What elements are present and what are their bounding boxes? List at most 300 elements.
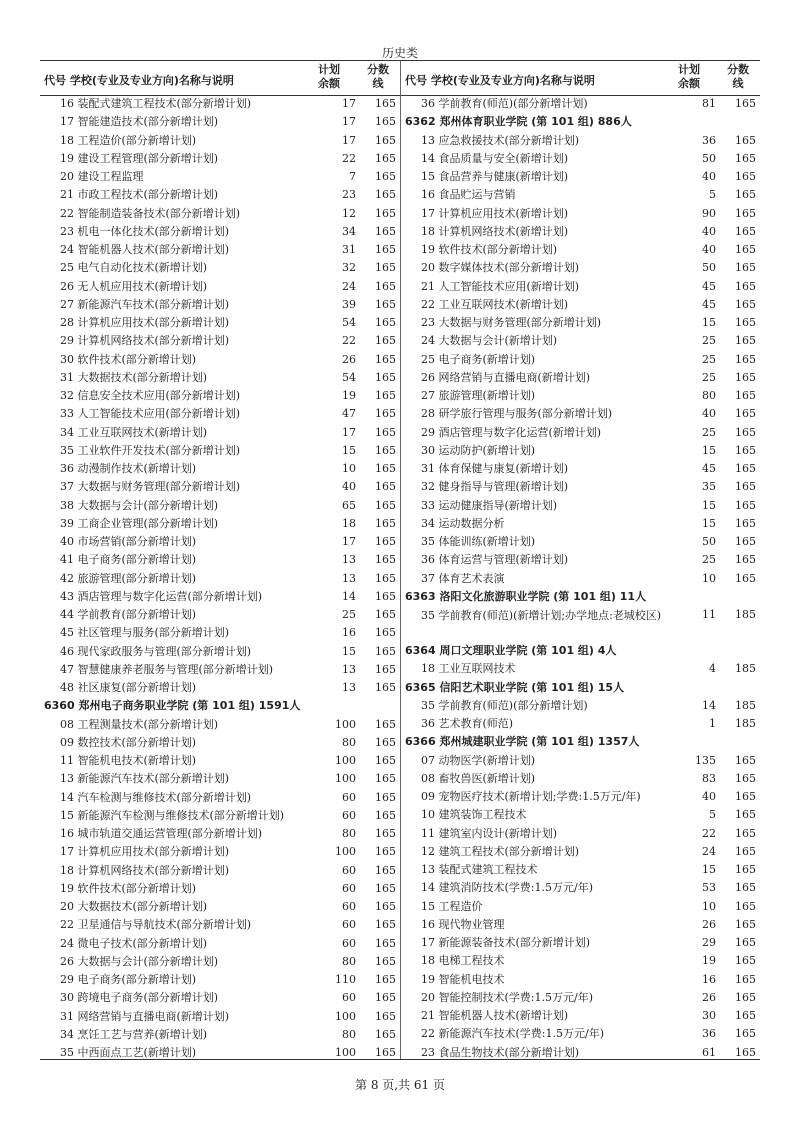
row-name: 35 体能训练(新增计划) <box>421 535 536 548</box>
row-quota: 40 <box>702 243 716 256</box>
row-quota: 12 <box>342 206 356 220</box>
row-quota: 100 <box>335 717 356 731</box>
table-row <box>401 752 760 770</box>
row-name: 21 人工智能技术应用(新增计划) <box>421 279 580 293</box>
row-score: 165 <box>735 480 756 494</box>
row-name: 36 学前教育(师范)(部分新增计划) <box>421 97 588 110</box>
row-score: 165 <box>375 535 396 548</box>
row-quota: 40 <box>702 170 716 183</box>
row-quota: 25 <box>702 425 716 439</box>
row-name: 21 市政工程技术(部分新增计划) <box>60 188 219 202</box>
table-row <box>40 679 400 697</box>
row-quota: 40 <box>702 790 716 803</box>
row-name: 27 旅游管理(新增计划) <box>421 389 536 402</box>
row-quota: 17 <box>342 535 356 548</box>
row-quota: 15 <box>702 516 716 530</box>
row-quota: 25 <box>702 553 716 567</box>
row-quota: 15 <box>702 863 716 876</box>
row-score: 165 <box>375 881 396 895</box>
row-name: 18 工业互联网技术 <box>421 662 516 676</box>
school-row <box>401 642 760 660</box>
row-score: 165 <box>375 516 396 530</box>
header-name: 代号 学校(专业及专业方向)名称与说明 <box>405 74 595 87</box>
row-score: 165 <box>735 316 756 329</box>
row-score: 165 <box>375 735 396 749</box>
row-name: 27 新能源汽车技术(部分新增计划) <box>60 297 230 311</box>
table-row <box>40 880 400 898</box>
row-quota: 80 <box>342 827 356 840</box>
row-name: 11 智能机电技术(新增计划) <box>60 754 197 767</box>
table-row <box>40 716 400 734</box>
row-name: 30 跨境电子商务(部分新增计划) <box>60 991 219 1005</box>
school-row <box>401 113 760 131</box>
row-score: 165 <box>735 899 756 913</box>
table-row <box>401 916 760 934</box>
row-score: 165 <box>375 170 396 183</box>
row-score: 165 <box>375 571 396 585</box>
row-name: 6362 郑州体育职业学院 (第 101 组) 886人 <box>405 115 632 129</box>
table-row <box>401 770 760 788</box>
table-row <box>401 952 760 970</box>
row-quota: 60 <box>342 863 356 877</box>
row-name: 41 电子商务(部分新增计划) <box>60 553 197 567</box>
row-quota: 50 <box>702 261 716 275</box>
row-score: 165 <box>735 97 756 110</box>
table-row <box>40 953 400 971</box>
row-name: 29 电子商务(部分新增计划) <box>60 973 197 986</box>
row-score: 165 <box>735 407 756 421</box>
row-name: 15 新能源汽车检测与维修技术(部分新增计划) <box>60 808 285 822</box>
row-name: 22 智能制造装备技术(部分新增计划) <box>60 206 241 220</box>
row-score: 165 <box>375 608 396 621</box>
table-row <box>40 278 400 296</box>
row-quota: 40 <box>702 224 716 238</box>
table-row <box>401 806 760 824</box>
row-name: 10 建筑装饰工程技术 <box>421 808 527 822</box>
row-score: 165 <box>375 206 396 220</box>
row-name: 37 体育艺术表演 <box>421 571 505 585</box>
row-name: 22 卫星通信与导航技术(部分新增计划) <box>60 918 252 932</box>
table-row <box>401 387 760 405</box>
row-score: 165 <box>375 772 396 786</box>
row-quota: 100 <box>335 845 356 859</box>
row-name: 20 大数据技术(部分新增计划) <box>60 900 208 913</box>
table-row <box>401 460 760 478</box>
row-score: 165 <box>375 297 396 311</box>
row-name: 13 应急救援技术(部分新增计划) <box>421 133 580 147</box>
row-score: 165 <box>375 754 396 767</box>
table-row <box>401 478 760 496</box>
row-name: 16 装配式建筑工程技术(部分新增计划) <box>60 97 252 110</box>
row-score: 165 <box>375 480 396 494</box>
row-score: 165 <box>375 334 396 348</box>
table-row <box>401 934 760 952</box>
row-quota: 47 <box>342 407 356 421</box>
table-row <box>40 971 400 989</box>
row-name: 17 计算机应用技术(部分新增计划) <box>60 845 230 859</box>
table-row <box>40 205 400 223</box>
row-name: 23 大数据与财务管理(部分新增计划) <box>421 316 602 329</box>
row-score: 165 <box>735 133 756 147</box>
row-name: 33 运动健康指导(新增计划) <box>421 498 558 512</box>
table-row <box>40 150 400 168</box>
row-quota: 5 <box>709 188 716 202</box>
table-row <box>401 1007 760 1025</box>
table-row <box>401 497 760 515</box>
row-name: 26 大数据与会计(部分新增计划) <box>60 954 219 968</box>
row-name: 26 无人机应用技术(新增计划) <box>60 279 208 293</box>
row-score: 165 <box>735 936 756 949</box>
row-quota: 13 <box>342 662 356 676</box>
row-score: 165 <box>735 389 756 402</box>
header-score: 分数 线 <box>727 63 749 90</box>
row-quota: 100 <box>335 1009 356 1023</box>
row-quota: 90 <box>702 206 716 220</box>
table-row <box>40 825 400 843</box>
table-row <box>40 223 400 241</box>
row-score: 185 <box>735 698 756 712</box>
row-name: 31 体育保健与康复(新增计划) <box>421 462 569 475</box>
row-score: 165 <box>375 662 396 676</box>
row-score: 165 <box>735 1009 756 1022</box>
table-row <box>401 442 760 460</box>
row-score: 165 <box>375 425 396 439</box>
row-score: 165 <box>375 1046 396 1059</box>
row-name: 30 运动防护(新增计划) <box>421 443 536 457</box>
row-score: 165 <box>735 516 756 530</box>
table-row <box>40 478 400 496</box>
table-row <box>40 424 400 442</box>
row-quota: 17 <box>342 115 356 129</box>
row-quota: 13 <box>342 553 356 567</box>
table-row <box>40 606 400 624</box>
row-score: 165 <box>735 206 756 220</box>
row-score: 165 <box>375 279 396 293</box>
row-quota: 45 <box>702 279 716 293</box>
row-score: 165 <box>375 352 396 366</box>
table-row <box>401 715 760 733</box>
table-row <box>401 369 760 387</box>
row-name: 21 智能机器人技术(新增计划) <box>421 1009 569 1022</box>
row-name: 18 工程造价(部分新增计划) <box>60 133 197 147</box>
row-name: 42 旅游管理(部分新增计划) <box>60 571 197 585</box>
row-score: 165 <box>375 316 396 329</box>
row-quota: 22 <box>702 826 716 840</box>
row-score: 165 <box>735 261 756 275</box>
table-row <box>40 515 400 533</box>
table-row <box>40 789 400 807</box>
row-quota: 60 <box>342 808 356 822</box>
table-row <box>40 296 400 314</box>
header-quota: 计划 余额 <box>678 63 700 90</box>
row-name: 26 网络营销与直播电商(新增计划) <box>421 370 591 384</box>
row-score: 165 <box>375 644 396 658</box>
table-row <box>401 825 760 843</box>
row-score: 165 <box>375 1009 396 1023</box>
row-score: 165 <box>375 991 396 1005</box>
row-name: 16 食品贮运与营销 <box>421 188 516 202</box>
row-score: 185 <box>735 608 756 621</box>
table-row <box>401 296 760 314</box>
row-score: 165 <box>735 881 756 895</box>
table-row <box>401 95 760 113</box>
row-quota: 14 <box>702 698 716 712</box>
row-score: 165 <box>735 170 756 183</box>
row-score: 165 <box>375 717 396 731</box>
row-name: 36 动漫制作技术(新增计划) <box>60 462 197 475</box>
row-score: 165 <box>375 681 396 694</box>
row-name: 47 智慧健康养老服务与管理(部分新增计划) <box>60 662 274 676</box>
row-quota: 24 <box>342 279 356 293</box>
row-score: 165 <box>375 243 396 256</box>
row-name: 31 大数据技术(部分新增计划) <box>60 370 208 384</box>
row-quota: 100 <box>335 754 356 767</box>
row-quota: 26 <box>342 352 356 366</box>
table-row <box>401 697 760 715</box>
table-row <box>401 515 760 533</box>
table-row <box>40 752 400 770</box>
row-name: 48 社区康复(部分新增计划) <box>60 681 197 694</box>
row-name: 34 运动数据分析 <box>421 516 505 530</box>
table-row <box>401 570 760 588</box>
table-row <box>40 770 400 788</box>
row-score: 165 <box>375 900 396 913</box>
row-quota: 34 <box>342 224 356 238</box>
row-quota: 100 <box>335 772 356 786</box>
row-quota: 16 <box>342 626 356 640</box>
table-row <box>401 843 760 861</box>
page-title: 历史类 <box>381 46 418 60</box>
row-name: 13 装配式建筑工程技术 <box>421 863 538 876</box>
row-quota: 54 <box>342 316 356 329</box>
row-quota: 24 <box>702 844 716 858</box>
table-row <box>40 1026 400 1044</box>
row-quota: 80 <box>342 735 356 749</box>
row-quota: 40 <box>342 480 356 494</box>
row-score: 165 <box>735 1045 756 1059</box>
table-row <box>401 405 760 423</box>
row-name: 17 智能建造技术(部分新增计划) <box>60 115 219 129</box>
row-score: 165 <box>375 973 396 986</box>
row-score: 165 <box>375 808 396 822</box>
table-row <box>401 1025 760 1043</box>
row-name: 14 汽车检测与维修技术(部分新增计划) <box>60 790 252 804</box>
row-name: 40 市场营销(部分新增计划) <box>60 535 197 548</box>
row-quota: 110 <box>335 973 356 986</box>
header-quota: 计划 余额 <box>318 63 340 90</box>
row-name: 20 建设工程监理 <box>60 170 144 183</box>
row-name: 07 动物医学(新增计划) <box>421 753 536 767</box>
row-quota: 50 <box>702 535 716 548</box>
table-row <box>40 551 400 569</box>
row-name: 43 酒店管理与数字化运营(部分新增计划) <box>60 589 263 603</box>
row-quota: 25 <box>342 608 356 621</box>
row-name: 22 新能源汽车技术(学费:1.5万元/年) <box>421 1027 604 1041</box>
row-score: 165 <box>375 151 396 165</box>
row-score: 165 <box>735 188 756 202</box>
table-row <box>401 989 760 1007</box>
row-quota: 22 <box>342 334 356 348</box>
row-quota: 26 <box>702 917 716 931</box>
row-name: 35 学前教育(师范)(新增计划;办学地点:老城校区) <box>421 609 662 622</box>
row-quota: 13 <box>342 681 356 694</box>
right-rows <box>401 95 760 1062</box>
table-row <box>40 259 400 277</box>
row-name: 6365 信阳艺术职业学院 (第 101 组) 15人 <box>405 680 625 694</box>
row-name: 15 工程造价 <box>421 899 483 913</box>
table-row <box>40 132 400 150</box>
table-row <box>401 241 760 259</box>
row-name: 18 电梯工程技术 <box>421 954 505 968</box>
row-name: 28 研学旅行管理与服务(部分新增计划) <box>421 407 613 421</box>
row-quota: 31 <box>342 243 356 256</box>
row-score: 165 <box>735 151 756 165</box>
row-quota: 83 <box>702 771 716 785</box>
table-row <box>40 351 400 369</box>
row-quota: 4 <box>709 662 716 676</box>
row-score: 165 <box>735 790 756 803</box>
right-column <box>401 61 760 1062</box>
row-score: 165 <box>375 224 396 238</box>
row-quota: 18 <box>342 516 356 530</box>
row-quota: 29 <box>702 936 716 949</box>
row-score: 165 <box>735 498 756 512</box>
row-quota: 15 <box>702 443 716 457</box>
table-row <box>401 259 760 277</box>
row-quota: 11 <box>702 608 716 621</box>
table-row <box>401 351 760 369</box>
row-name: 35 中西面点工艺(新增计划) <box>60 1046 197 1059</box>
row-name: 6366 郑州城建职业学院 (第 101 组) 1357人 <box>405 735 640 749</box>
table-row <box>40 95 400 113</box>
row-name: 19 软件技术(部分新增计划) <box>60 881 197 895</box>
row-quota: 45 <box>702 462 716 475</box>
row-name: 16 城市轨道交通运营管理(部分新增计划) <box>60 827 263 840</box>
row-name: 6364 周口文理职业学院 (第 101 组) 4人 <box>405 644 617 657</box>
row-quota: 60 <box>342 790 356 804</box>
row-score: 165 <box>375 462 396 475</box>
table-row <box>40 807 400 825</box>
row-score: 165 <box>375 954 396 968</box>
row-quota: 15 <box>342 443 356 457</box>
row-name: 46 现代家政服务与管理(部分新增计划) <box>60 644 252 658</box>
row-score: 165 <box>375 498 396 512</box>
row-score: 165 <box>735 243 756 256</box>
row-score: 165 <box>375 553 396 567</box>
row-quota: 14 <box>342 589 356 603</box>
table-header <box>401 61 760 95</box>
row-quota: 80 <box>342 1027 356 1041</box>
row-score: 165 <box>735 571 756 585</box>
table-row <box>40 661 400 679</box>
header-name: 代号 学校(专业及专业方向)名称与说明 <box>44 74 234 87</box>
row-score: 165 <box>375 407 396 421</box>
row-name: 18 计算机网络技术(新增计划) <box>421 224 569 238</box>
row-name: 16 现代物业管理 <box>421 917 505 931</box>
row-name: 24 智能机器人技术(部分新增计划) <box>60 243 230 256</box>
row-name: 24 大数据与会计(新增计划) <box>421 334 558 348</box>
table-row <box>40 442 400 460</box>
table-row <box>401 898 760 916</box>
row-quota: 25 <box>702 370 716 384</box>
row-name: 38 大数据与会计(部分新增计划) <box>60 498 219 512</box>
table-row <box>40 843 400 861</box>
row-quota: 60 <box>342 881 356 895</box>
row-quota: 80 <box>702 389 716 402</box>
table-row <box>40 113 400 131</box>
row-quota: 39 <box>342 297 356 311</box>
table-row <box>401 314 760 332</box>
row-name: 24 微电子技术(部分新增计划) <box>60 936 208 950</box>
row-score: 165 <box>375 790 396 804</box>
table-row <box>401 861 760 879</box>
row-quota: 65 <box>342 498 356 512</box>
row-quota: 13 <box>342 571 356 585</box>
row-quota: 1 <box>709 717 716 730</box>
row-score: 165 <box>375 1027 396 1041</box>
row-quota: 54 <box>342 370 356 384</box>
row-quota: 10 <box>702 571 716 585</box>
row-score: 165 <box>735 917 756 931</box>
row-quota: 10 <box>702 899 716 913</box>
row-quota: 17 <box>342 425 356 439</box>
row-score: 165 <box>375 370 396 384</box>
table-row <box>401 606 760 642</box>
row-score: 165 <box>735 279 756 293</box>
row-score: 165 <box>735 972 756 986</box>
row-quota: 35 <box>702 480 716 494</box>
row-name: 08 工程测量技术(部分新增计划) <box>60 717 219 731</box>
table-row <box>401 132 760 150</box>
row-name: 29 酒店管理与数字化运营(新增计划) <box>421 425 602 439</box>
table-row <box>40 734 400 752</box>
table-row <box>40 497 400 515</box>
row-name: 32 信息安全技术应用(部分新增计划) <box>60 389 241 402</box>
row-score: 165 <box>375 626 396 640</box>
row-name: 15 食品营养与健康(新增计划) <box>421 170 569 183</box>
row-quota: 25 <box>702 352 716 366</box>
row-score: 165 <box>735 425 756 439</box>
row-score: 165 <box>735 844 756 858</box>
row-quota: 30 <box>702 1009 716 1022</box>
school-row <box>401 679 760 697</box>
table-row <box>40 570 400 588</box>
table-row <box>40 369 400 387</box>
row-score: 165 <box>735 1027 756 1041</box>
row-score: 165 <box>375 936 396 950</box>
row-quota: 50 <box>702 151 716 165</box>
table-row <box>40 989 400 1007</box>
table-header <box>40 61 400 95</box>
table-row <box>401 223 760 241</box>
table-row <box>40 387 400 405</box>
row-name: 37 大数据与财务管理(部分新增计划) <box>60 480 241 494</box>
row-quota: 10 <box>342 462 356 475</box>
table-row <box>401 332 760 350</box>
row-name: 23 食品生物技术(部分新增计划) <box>421 1045 580 1059</box>
table-row <box>401 186 760 204</box>
row-name: 20 数字媒体技术(部分新增计划) <box>421 261 580 275</box>
row-name: 31 网络营销与直播电商(新增计划) <box>60 1009 230 1023</box>
row-name: 19 智能机电技术 <box>421 972 505 986</box>
row-score: 165 <box>375 97 396 110</box>
row-score: 165 <box>735 990 756 1004</box>
table-row <box>40 624 400 642</box>
table-row <box>40 186 400 204</box>
row-quota: 15 <box>702 316 716 329</box>
row-name: 25 电气自动化技术(新增计划) <box>60 261 208 275</box>
row-name: 32 健身指导与管理(新增计划) <box>421 480 569 494</box>
